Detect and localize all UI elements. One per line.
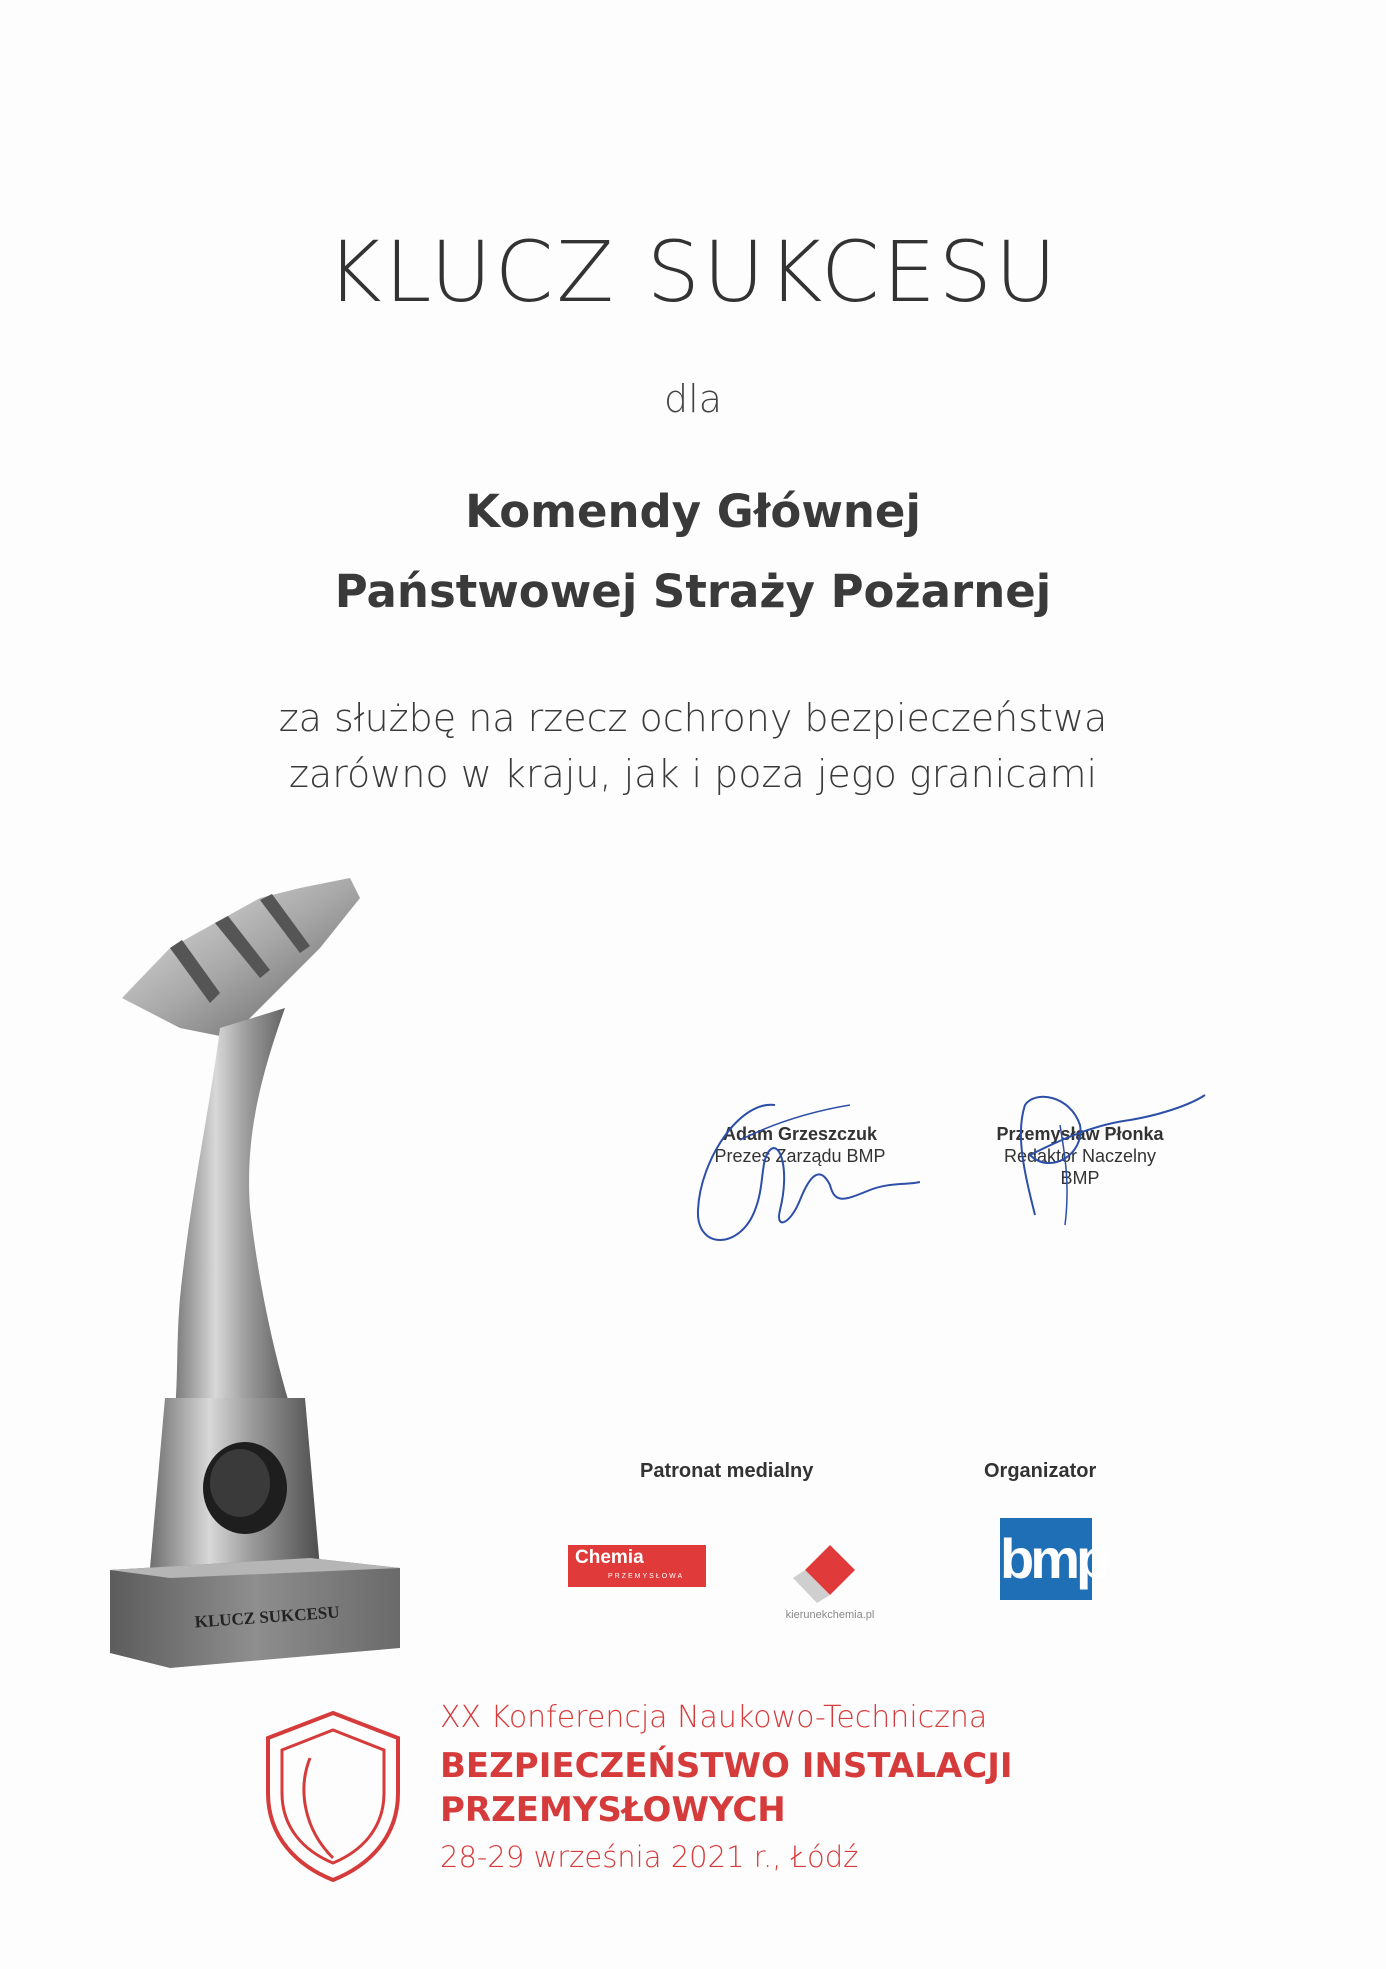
signer-role-1: Prezes Zarządu BMP (714, 1146, 886, 1166)
kierunek-chemia-logo (775, 1545, 885, 1625)
organizer-label: Organizator (984, 1460, 1097, 1482)
signature-scrawl-1 (680, 1090, 920, 1260)
trophy-illustration (110, 878, 400, 1668)
trophy-plaque-text: KLUCZ SUKCESU (194, 1602, 341, 1632)
award-reason (0, 690, 1386, 802)
conference-edition: XX Konferencja Naukowo-Techniczna (440, 1700, 988, 1735)
chemia-przemyslowa-logo (568, 1545, 706, 1587)
signer-name-2: Przemysław Płonka (996, 1124, 1164, 1144)
media-patronage-label: Patronat medialny (640, 1460, 814, 1482)
signer-role-2-line-2: BMP (1060, 1168, 1100, 1188)
shield-icon (258, 1708, 408, 1883)
recipient-line-2: Państwowej Straży Pożarnej (334, 565, 1052, 618)
kierunek-logo-text: kierunekchemia.pl (785, 1609, 875, 1621)
chemia-logo-sub: PRZEMYSŁOWA (608, 1573, 685, 1580)
signer-role-2-line-1: Redaktor Naczelny (1003, 1146, 1157, 1166)
for-word: dla (664, 377, 722, 421)
bmp-logo-text: bmp (1000, 1527, 1107, 1590)
signature-scrawl-2 (990, 1085, 1210, 1235)
conference-date-place: 28-29 września 2021 r., Łódź (440, 1840, 859, 1874)
recipient-line-1: Komendy Głównej (465, 485, 921, 538)
signer-name-1: Adam Grzeszczuk (722, 1124, 878, 1144)
chemia-logo-main: Chemia (575, 1547, 644, 1568)
conference-title-line-2: PRZEMYSŁOWYCH (440, 1790, 786, 1830)
reason-line-1: za służbę na rzecz ochrony bezpieczeństwa (278, 696, 1108, 740)
recipient (0, 472, 1386, 632)
reason-line-2: zarówno w kraju, jak i poza jego granicami (288, 752, 1098, 796)
bmp-logo (1000, 1518, 1107, 1600)
conference-title-line-1: BEZPIECZEŃSTWO INSTALACJI (440, 1746, 1013, 1786)
certificate-title: KLUCZ SUKCESU (326, 223, 1060, 321)
